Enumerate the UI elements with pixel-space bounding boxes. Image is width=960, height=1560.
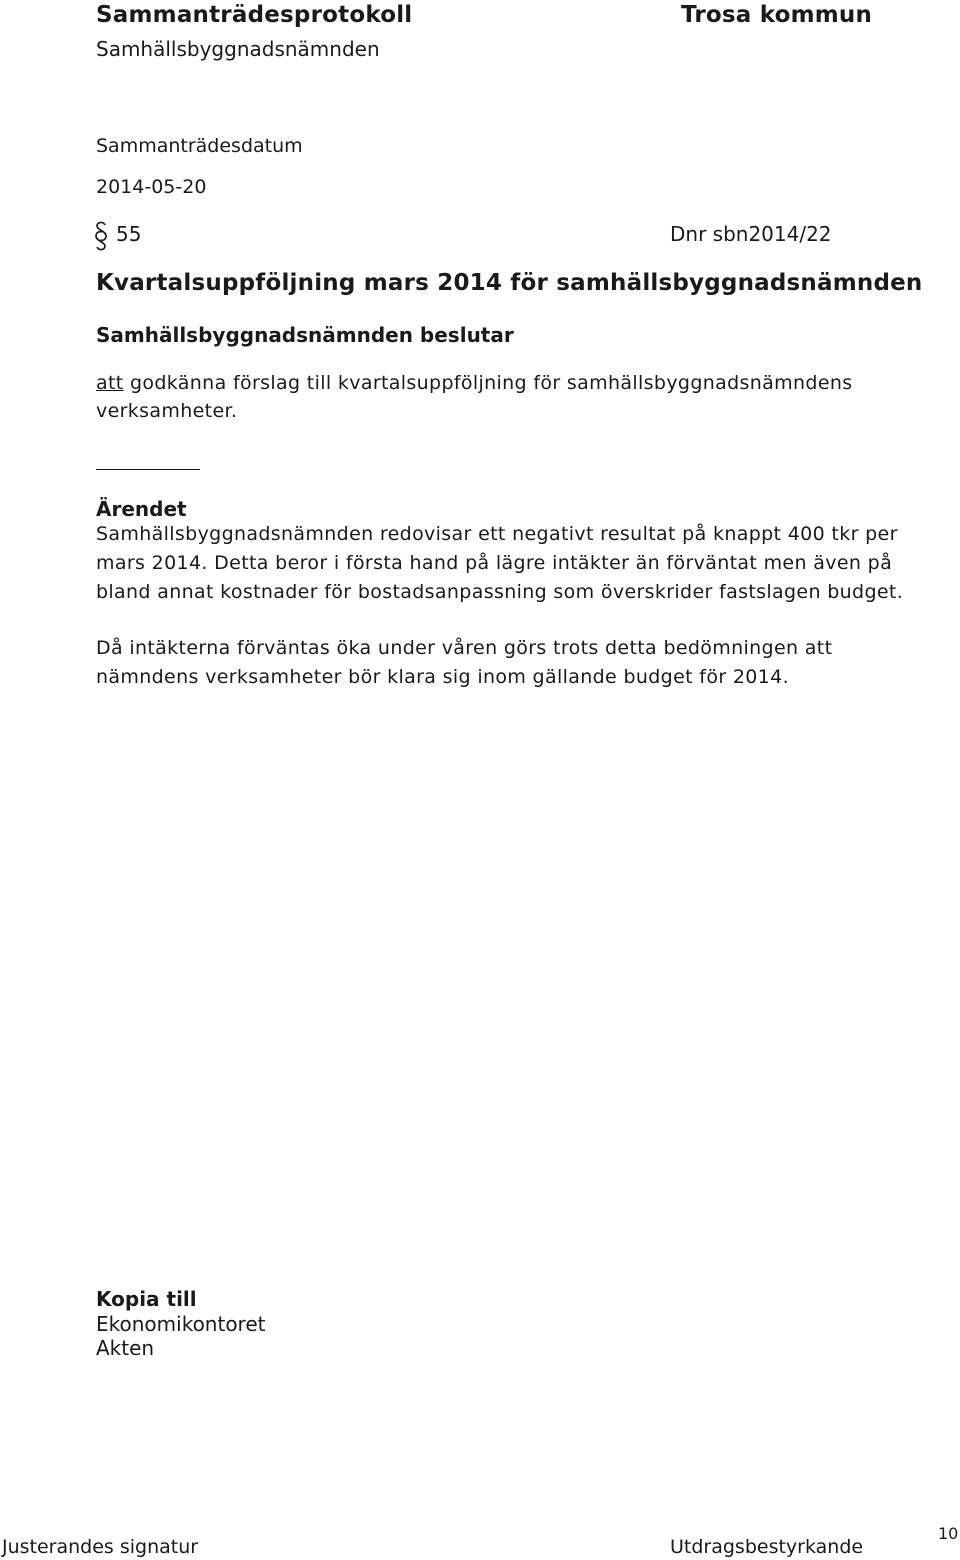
signature-label: Justerandes signatur	[2, 1536, 199, 1558]
meeting-date: 2014-05-20	[96, 176, 207, 198]
decision-line	[96, 372, 853, 394]
decision-heading: Samhällsbyggnadsnämnden beslutar	[96, 323, 514, 347]
committee-name: Samhällsbyggnadsnämnden	[96, 37, 380, 61]
extract-certification-label: Utdragsbestyrkande	[670, 1536, 864, 1558]
att-keyword: att	[96, 372, 124, 394]
separator-line	[96, 469, 200, 470]
matter-p2-line-2: nämndens verksamheter bör klara sig inom gällande budget för 2014.	[96, 666, 790, 688]
section-sign-icon	[94, 221, 108, 251]
decision-text: godkänna förslag till kvartalsuppföljning för samhällsbyggnadsnämndens	[123, 372, 853, 394]
recipient-item: Akten	[96, 1336, 155, 1360]
matter-p1-line-1: Samhällsbyggnadsnämnden redovisar ett negativt resultat på knappt 400 tkr per	[96, 523, 898, 545]
meeting-date-label: Sammanträdesdatum	[96, 135, 303, 157]
case-title: Kvartalsuppföljning mars 2014 för samhällsbyggnadsnämnden	[96, 270, 923, 296]
copy-to-heading: Kopia till	[96, 1287, 197, 1311]
page-number: 10	[938, 1524, 959, 1543]
matter-heading: Ärendet	[96, 497, 187, 521]
recipient-item: Ekonomikontoret	[96, 1312, 266, 1336]
matter-p1-line-3: bland annat kostnader för bostadsanpassning som överskrider fastslagen budget.	[96, 581, 904, 603]
document-type-title: Sammanträdesprotokoll	[96, 2, 413, 28]
case-dnr: Dnr sbn2014/22	[670, 222, 832, 246]
paragraph-number: 55	[116, 222, 142, 246]
matter-p2-line-1: Då intäkterna förväntas öka under våren görs trots detta bedömningen att	[96, 637, 833, 659]
decision-line-2: verksamheter.	[96, 400, 238, 422]
matter-p1-line-2: mars 2014. Detta beror i första hand på lägre intäkter än förväntat men även på	[96, 552, 893, 574]
municipality-name: Trosa kommun	[681, 2, 873, 28]
